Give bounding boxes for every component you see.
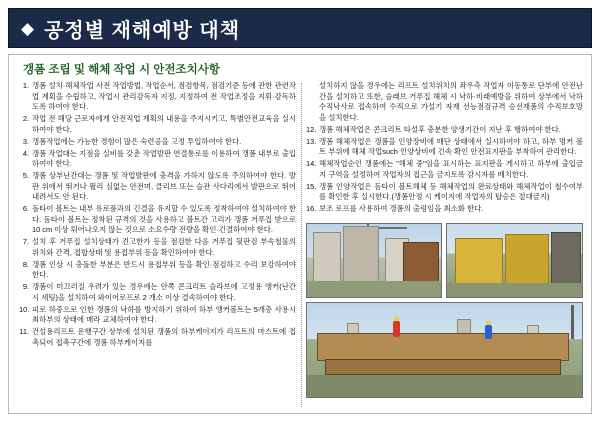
deck-block	[317, 333, 569, 361]
list-item-text: 작업 전 해당 근로자에게 안전직업 계획의 내용을 주지시키고, 특별안전교육을 실시하여야 한다.	[32, 114, 296, 134]
list-item-number: 10.	[19, 304, 30, 314]
formwork-panel	[455, 238, 503, 284]
list-item-text: 설치하지 않을 경우에는 리프트 설치위치의 좌우측 작업자 이동통로 단부에 안전난간을 설치하고 또한, 슬래브 거푸집 해체 시 낙하·비래예방을 위하여 상부에서 낙하 수직낙사로 접속하여 수직으로 가설기 자재 선능점검규격 승선재폼의 수직보호망을 설치한다.	[319, 81, 583, 122]
list-item-text: 돌타이 볼트는 내부 유로품과의 긴결을 유지할 수 있도록 정착하여야 설치하여야 한다. 돔타이 볼트는 정착된 규격의 것을 사용하고 볼트간 고리가 갱폼 거푸집 받으로 10 cm 이상 튀어나오지 않는 것으로 소요수량 전량을 확인·긴결하여야 한다.	[32, 204, 296, 235]
list-item	[306, 137, 583, 158]
photo-site-workers	[306, 302, 583, 398]
structure-block	[551, 232, 581, 286]
list-item-text: 갱폼 상부난간대는 갱폼 및 작업발판에 충격을 가하지 않도록 주의하여야 한다. 발판 위에서 뛰거나 뛸리 심없는 안전며, 클리브 또는 슬관 사다리에서 발판으로 뛰어 내려서도 안 된다.	[32, 171, 296, 202]
list-item	[306, 81, 583, 123]
photo-gallery	[306, 223, 583, 398]
list-item	[19, 204, 296, 236]
section-subtitle	[23, 61, 220, 77]
list-item-number	[306, 81, 319, 123]
list-item	[19, 114, 296, 135]
list-item-number: 11.	[19, 327, 29, 337]
photo-row-top	[306, 223, 583, 298]
list-item-number: 6.	[22, 204, 29, 214]
list-item	[306, 159, 583, 180]
list-item	[306, 182, 583, 203]
diamond-icon: ◆	[21, 18, 35, 38]
list-item	[19, 81, 296, 113]
building-block	[313, 232, 341, 282]
list-item	[19, 137, 296, 148]
left-column	[19, 81, 296, 407]
content-panel	[8, 54, 592, 414]
right-column	[306, 81, 583, 407]
list-item	[19, 260, 296, 281]
list-item	[19, 171, 296, 203]
list-item	[306, 204, 583, 215]
building-block	[343, 226, 379, 284]
slide-header	[8, 8, 592, 48]
list-item-text: 건설용리프트 운행구간 상부에 설치된 갱폼의 하부케이지가 리프트의 마스트에 접촉되어 접촉구간에 갱폼 하부케이지를	[32, 327, 296, 347]
ground-strip	[307, 375, 582, 397]
worker-figure	[485, 325, 492, 339]
list-item-number: 13.	[306, 136, 317, 146]
list-item-text: 갱폼 작업대는 지점을 실비를 갖춘 작업발판 연결통로를 이용하여 갱폼 내부로 출입하여야 한다.	[32, 148, 296, 169]
ground-strip	[307, 281, 441, 297]
list-item-number: 16.	[306, 204, 317, 214]
worker-figure	[393, 321, 400, 337]
list-item-number: 7.	[22, 237, 29, 247]
list-item-number: 5.	[22, 171, 29, 181]
list-item-number: 9.	[22, 282, 29, 292]
list-item-text: 해체작업순인 갱폼에는 "해체 중"임을 표시하는 표지판을 게시하고 하부에 출입금지 구역을 설정하여 작업자의 접근을 금지토록 감시자를 배치한다.	[319, 159, 583, 179]
list-item	[19, 305, 296, 326]
list-item-text: 보조 로프를 사용하여 갱폼의 출렁임을 최소화 한다.	[319, 204, 484, 214]
list-item-number: 3.	[22, 136, 29, 146]
list-item-text: 갱폼 인양작업은 돔타이 볼트해체 등 해체작업의 완료상태와 해체작업이 철수여부를 확인한 후 실시한다.(갱폼안정 시 케이지에 작업자의 탑승은 절대금지)	[319, 181, 583, 202]
list-item-number: 2.	[22, 114, 29, 124]
list-item	[19, 237, 296, 258]
list-item-text: 설치 후 거푸집 설치상태가 견고한가 등을 점검한 다음 거푸집 뒷판검 부속철물의 위치와 간격, 접합상태 및 용접부위 등을 확인하여야 한다.	[32, 237, 296, 257]
right-list	[306, 81, 583, 215]
list-item-text: 피로 하중으로 인한 갱폼의 낙하를 방지하기 위하여 하부 앵커볼트는 5개층 사용시 최하부의 상태에 매라 교체하여야 한다.	[32, 304, 296, 325]
page-title: 공정별 재해예방 대책	[44, 19, 241, 42]
list-item-number: 15.	[306, 181, 317, 191]
list-item	[19, 282, 296, 303]
list-item-text: 갱폼 인상 시 충돌한 부분은 반드시 용접부위 등을 확인·점검하고 수리 보강하여야 한다.	[32, 259, 296, 280]
list-item-text: 갱폼 해체작업은 콘크리트 타설후 충분한 양생기간이 지난 후 행하여야 한다.	[319, 124, 561, 134]
list-item-text: 갱폼이 미끄러질 우려가 있는 경우에는 안쪽 콘크리트 슬라브에 고정용 앵커(난간 시 세팅)을 설치하여 와이어로프로 2 개소 이상 결속하여야 한다.	[32, 282, 296, 302]
formwork-block	[403, 242, 439, 284]
list-item-number: 4.	[22, 148, 29, 158]
list-item-number: 12.	[306, 124, 317, 134]
list-item-number: 8.	[22, 259, 29, 269]
list-item-number: 1.	[22, 81, 29, 90]
deck-block	[325, 359, 561, 375]
section-subtitle-text: 갱폼 조립 및 해체 작업 시 안전조치사항	[23, 64, 220, 76]
list-item-text: 갱폼작업에는 가능한 경험이 많은 숙련공을 고정 투입하여야 한다.	[32, 136, 242, 146]
photo-building-crane	[306, 223, 442, 298]
list-item-text: 갱폼 설치·해체작업 사전 작업방법, 작업순서, 점검항목, 점검기준 등에 관한 관련작업 계획을 수립하고, 작업시 관리감독자 지정, 지정하여 전 작업조정을 지휘·감독하도록 하여야 한다.	[32, 81, 296, 112]
list-item	[306, 125, 583, 136]
columns-wrapper	[19, 81, 583, 407]
list-item	[19, 327, 296, 348]
list-item-text: 갱폼 해체작업은 갱폼을 인양장비에 매단 상태에서 실시하여야 하고, 하부 명커 볼트 부위에 해체 작업such 인양상비에 긴속 확인 안전표지판을 부착하여 관리한다.	[319, 136, 583, 157]
photo-yellow-formwork	[446, 223, 583, 298]
left-list	[19, 81, 296, 348]
ground-strip	[447, 283, 582, 297]
list-item-number: 14.	[306, 159, 317, 169]
list-item	[19, 149, 296, 170]
tower-icon	[571, 305, 574, 339]
formwork-panel	[505, 234, 549, 284]
